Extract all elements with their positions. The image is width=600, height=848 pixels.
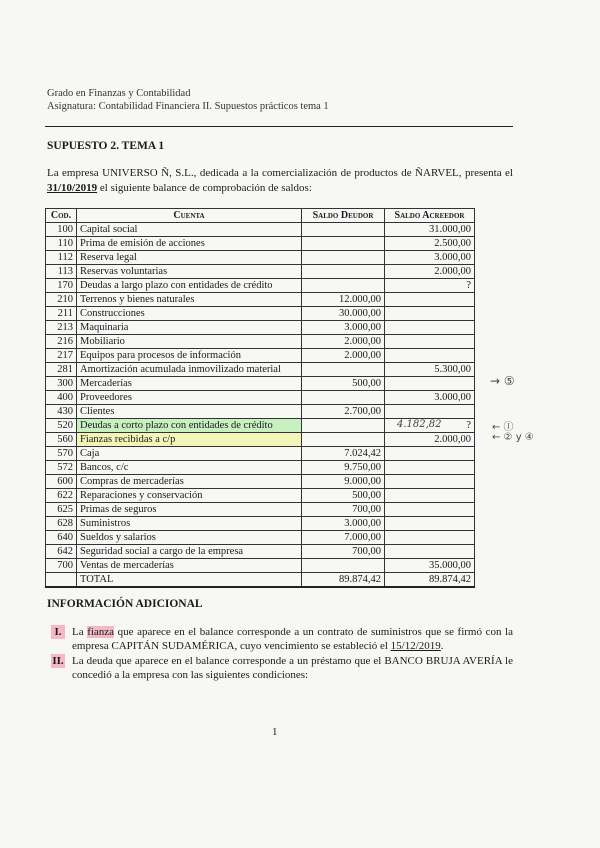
cell-code: 600 (46, 475, 77, 489)
item-text-post: . (440, 640, 444, 652)
cell-code (46, 573, 77, 588)
table-row (46, 447, 475, 461)
cell-code: 430 (46, 405, 77, 419)
cell-account: Reserva legal (77, 251, 302, 265)
cell-account: Reservas voluntarias (77, 265, 302, 279)
table-row (46, 251, 475, 265)
item-text-pre: La (72, 626, 88, 638)
col-debit-header: Saldo Deudor (302, 209, 385, 223)
cell-credit: 2.000,00 (385, 433, 475, 447)
table-row (46, 293, 475, 307)
cell-code: 640 (46, 531, 77, 545)
cell-code: 572 (46, 461, 77, 475)
cell-account: Amortización acumulada inmovilizado material (77, 363, 302, 377)
table-row (46, 307, 475, 321)
cell-credit (385, 517, 475, 531)
cell-debit: 2.000,00 (302, 349, 385, 363)
cell-debit: 9.750,00 (302, 461, 385, 475)
table-row (46, 503, 475, 517)
intro-text-1: La empresa UNIVERSO Ñ, S.L., dedicada a la comercialización de productos de ÑARVEL, presenta el (47, 167, 513, 179)
additional-info-title: INFORMACIÓN ADICIONAL (47, 598, 203, 610)
table-row (46, 559, 475, 573)
cell-debit: 7.000,00 (302, 531, 385, 545)
annotation-520-amount: 4.182,82 (397, 419, 442, 430)
cell-credit (385, 321, 475, 335)
cell-credit (385, 545, 475, 559)
table-row (46, 321, 475, 335)
cell-account: Mobiliario (77, 335, 302, 349)
intro-text-2: el siguiente balance de comprobación de saldos: (97, 182, 312, 194)
cell-account: Equipos para procesos de información (77, 349, 302, 363)
cell-code: 520 (46, 419, 77, 433)
cell-credit: ? (385, 279, 475, 293)
cell-debit: 2.000,00 (302, 335, 385, 349)
table-row (46, 489, 475, 503)
cell-account: Sueldos y salarios (77, 531, 302, 545)
cell-code: 570 (46, 447, 77, 461)
cell-credit (385, 405, 475, 419)
intro-paragraph (47, 166, 513, 196)
table-row (46, 265, 475, 279)
cell-code: 213 (46, 321, 77, 335)
cell-credit: 2.000,00 (385, 265, 475, 279)
annotation-300: → ⑤ (490, 374, 515, 388)
cell-account: Seguridad social a cargo de la empresa (77, 545, 302, 559)
header-divider (45, 126, 513, 127)
table-row (46, 433, 475, 447)
table-row (46, 377, 475, 391)
table-row (46, 349, 475, 363)
cell-account: Deudas a corto plazo con entidades de crédito (77, 419, 302, 433)
cell-debit: 500,00 (302, 489, 385, 503)
additional-item-2 (47, 654, 513, 682)
table-row (46, 279, 475, 293)
cell-credit (385, 335, 475, 349)
cell-account: Fianzas recibidas a c/p (77, 433, 302, 447)
header-degree: Grado en Finanzas y Contabilidad (47, 88, 191, 99)
cell-credit: 31.000,00 (385, 223, 475, 237)
total-row (46, 573, 475, 588)
cell-debit (302, 223, 385, 237)
table-row (46, 517, 475, 531)
cell-account: Suministros (77, 517, 302, 531)
cell-credit: 2.500,00 (385, 237, 475, 251)
table-row (46, 391, 475, 405)
cell-code: 216 (46, 335, 77, 349)
cell-debit (302, 363, 385, 377)
cell-code: 112 (46, 251, 77, 265)
item-date: 15/12/2019 (390, 640, 441, 652)
cell-debit: 500,00 (302, 377, 385, 391)
cell-debit: 30.000,00 (302, 307, 385, 321)
cell-account: Terrenos y bienes naturales (77, 293, 302, 307)
cell-credit: ? (385, 419, 475, 433)
cell-code: 217 (46, 349, 77, 363)
cell-account: Mercaderías (77, 377, 302, 391)
annotation-560: ← ② y ④ (492, 432, 534, 443)
cell-credit (385, 447, 475, 461)
cell-credit: 35.000,00 (385, 559, 475, 573)
cell-account: Proveedores (77, 391, 302, 405)
cell-code: 400 (46, 391, 77, 405)
cell-code: 211 (46, 307, 77, 321)
cell-debit: 2.700,00 (302, 405, 385, 419)
table-row (46, 531, 475, 545)
col-credit-header: Saldo Acreedor (385, 209, 475, 223)
cell-debit: 7.024,42 (302, 447, 385, 461)
cell-account: Construcciones (77, 307, 302, 321)
table-row (46, 223, 475, 237)
col-code-header: Cod. (46, 209, 77, 223)
cell-debit (302, 559, 385, 573)
cell-code: 113 (46, 265, 77, 279)
cell-account: Prima de emisión de acciones (77, 237, 302, 251)
item-text (72, 625, 513, 653)
cell-debit: 3.000,00 (302, 321, 385, 335)
cell-debit: 700,00 (302, 503, 385, 517)
cell-code: 300 (46, 377, 77, 391)
cell-debit (302, 279, 385, 293)
intro-date: 31/10/2019 (47, 182, 98, 194)
additional-item-1 (47, 625, 513, 653)
cell-account: Maquinaria (77, 321, 302, 335)
cell-code: 622 (46, 489, 77, 503)
cell-debit: 9.000,00 (302, 475, 385, 489)
cell-debit (302, 265, 385, 279)
cell-debit (302, 433, 385, 447)
table-row (46, 545, 475, 559)
cell-credit (385, 475, 475, 489)
cell-credit: 5.300,00 (385, 363, 475, 377)
item-highlight: fianza (87, 626, 115, 638)
total-debit: 89.874,42 (302, 573, 385, 588)
table-row (46, 405, 475, 419)
cell-debit: 700,00 (302, 545, 385, 559)
cell-code: 170 (46, 279, 77, 293)
cell-debit (302, 419, 385, 433)
table-row (46, 475, 475, 489)
cell-code: 281 (46, 363, 77, 377)
cell-debit: 3.000,00 (302, 517, 385, 531)
cell-debit (302, 237, 385, 251)
cell-account: Deudas a largo plazo con entidades de crédito (77, 279, 302, 293)
cell-code: 110 (46, 237, 77, 251)
cell-code: 560 (46, 433, 77, 447)
cell-code: 625 (46, 503, 77, 517)
cell-code: 100 (46, 223, 77, 237)
cell-account: Capital social (77, 223, 302, 237)
cell-code: 700 (46, 559, 77, 573)
cell-account: Ventas de mercaderías (77, 559, 302, 573)
item-marker: II. (52, 655, 64, 667)
total-label: TOTAL (77, 573, 302, 588)
cell-credit (385, 531, 475, 545)
header-subject: Asignatura: Contabilidad Financiera II. Supuestos prácticos tema 1 (47, 101, 329, 112)
cell-credit (385, 293, 475, 307)
cell-account: Compras de mercaderías (77, 475, 302, 489)
item-marker: I. (51, 625, 65, 639)
table-row (46, 335, 475, 349)
table-header-row (46, 209, 475, 223)
cell-code: 210 (46, 293, 77, 307)
table-row (46, 461, 475, 475)
col-account-header: Cuenta (77, 209, 302, 223)
trial-balance-table (45, 208, 475, 588)
cell-debit (302, 251, 385, 265)
cell-credit: 3.000,00 (385, 251, 475, 265)
cell-credit (385, 349, 475, 363)
cell-code: 628 (46, 517, 77, 531)
cell-credit (385, 461, 475, 475)
table-row (46, 237, 475, 251)
cell-account: Clientes (77, 405, 302, 419)
item-text: La deuda que aparece en el balance corresponde a un préstamo que el BANCO BRUJA AVERÍA le concedió a la empresa con las siguientes condiciones: (72, 655, 513, 681)
table-row (46, 363, 475, 377)
cell-code: 642 (46, 545, 77, 559)
cell-debit: 12.000,00 (302, 293, 385, 307)
cell-debit (302, 391, 385, 405)
cell-credit: 3.000,00 (385, 391, 475, 405)
cell-account: Bancos, c/c (77, 461, 302, 475)
cell-account: Primas de seguros (77, 503, 302, 517)
cell-credit (385, 489, 475, 503)
exercise-title: SUPUESTO 2. TEMA 1 (47, 140, 165, 152)
cell-account: Caja (77, 447, 302, 461)
cell-account: Reparaciones y conservación (77, 489, 302, 503)
document-header (47, 87, 329, 113)
cell-credit (385, 307, 475, 321)
cell-credit (385, 377, 475, 391)
item-text-body: que aparece en el balance corresponde a un contrato de suministros que se firmó con la empresa CAPITÁN SUDAMÉRICA, cuyo vencimiento se estableció el (72, 626, 513, 652)
cell-credit (385, 503, 475, 517)
annotation-520: ← Ⓘ (492, 422, 514, 433)
page-number: 1 (272, 726, 278, 738)
total-credit: 89.874,42 (385, 573, 475, 588)
